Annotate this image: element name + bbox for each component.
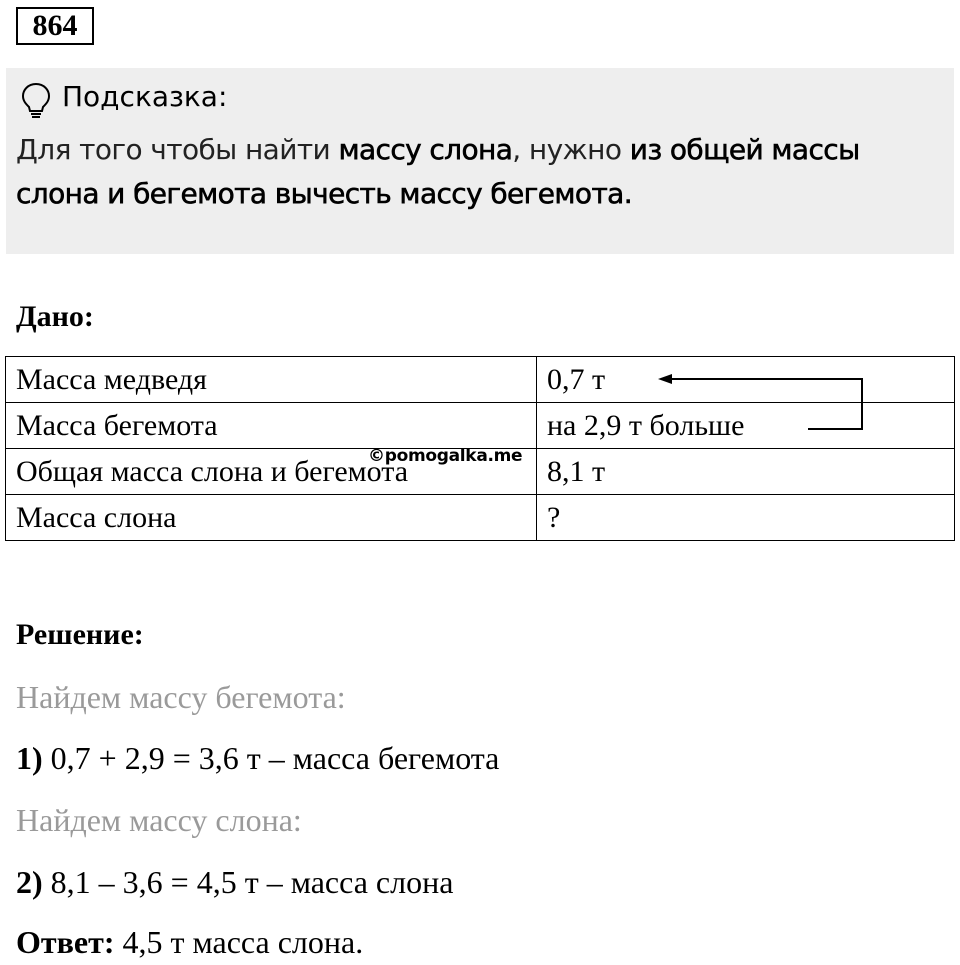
answer-line bbox=[16, 924, 363, 961]
given-value: 8,1 т bbox=[537, 449, 955, 495]
step2-line bbox=[16, 864, 453, 901]
step1-line bbox=[16, 740, 499, 777]
hint-bold-part: массу слона bbox=[338, 133, 513, 166]
given-label: Масса слона bbox=[6, 495, 537, 541]
step-number: 2) bbox=[16, 864, 43, 900]
step-number: 1) bbox=[16, 740, 43, 776]
problem-number: 864 bbox=[16, 7, 94, 45]
step-text: 8,1 – 3,6 = 4,5 т – масса слона bbox=[50, 864, 454, 900]
lightbulb-icon bbox=[20, 82, 52, 120]
given-value: 0,7 т bbox=[537, 357, 955, 403]
hint-text bbox=[16, 128, 916, 216]
hint-bold-part: из общей массы слона и бегемота вычесть массу бегемота. bbox=[16, 133, 860, 210]
step-text: 0,7 + 2,9 = 3,6 т – масса бегемота bbox=[50, 740, 500, 776]
hint-title: Подсказка: bbox=[62, 80, 228, 113]
given-value: ? bbox=[537, 495, 955, 541]
answer-text: 4,5 т масса слона. bbox=[122, 924, 364, 960]
step1-note: Найдем массу бегемота: bbox=[16, 679, 346, 715]
step2-note: Найдем массу слона: bbox=[16, 802, 302, 838]
watermark: ©pomogalka.me bbox=[368, 446, 523, 466]
hint-text-part: Для того чтобы найти bbox=[16, 133, 339, 166]
table-row bbox=[6, 403, 955, 449]
given-value: на 2,9 т больше bbox=[537, 403, 955, 449]
table-row bbox=[6, 357, 955, 403]
table-row bbox=[6, 495, 955, 541]
given-label: Общая масса слона и бегемота bbox=[6, 449, 537, 495]
given-label: Масса бегемота bbox=[6, 403, 537, 449]
hint-box bbox=[6, 68, 954, 254]
solution-title: Решение: bbox=[16, 618, 144, 651]
given-label: Масса медведя bbox=[6, 357, 537, 403]
answer-label: Ответ: bbox=[16, 924, 115, 960]
hint-text-part: , нужно bbox=[512, 133, 630, 166]
given-title: Дано: bbox=[16, 300, 94, 333]
